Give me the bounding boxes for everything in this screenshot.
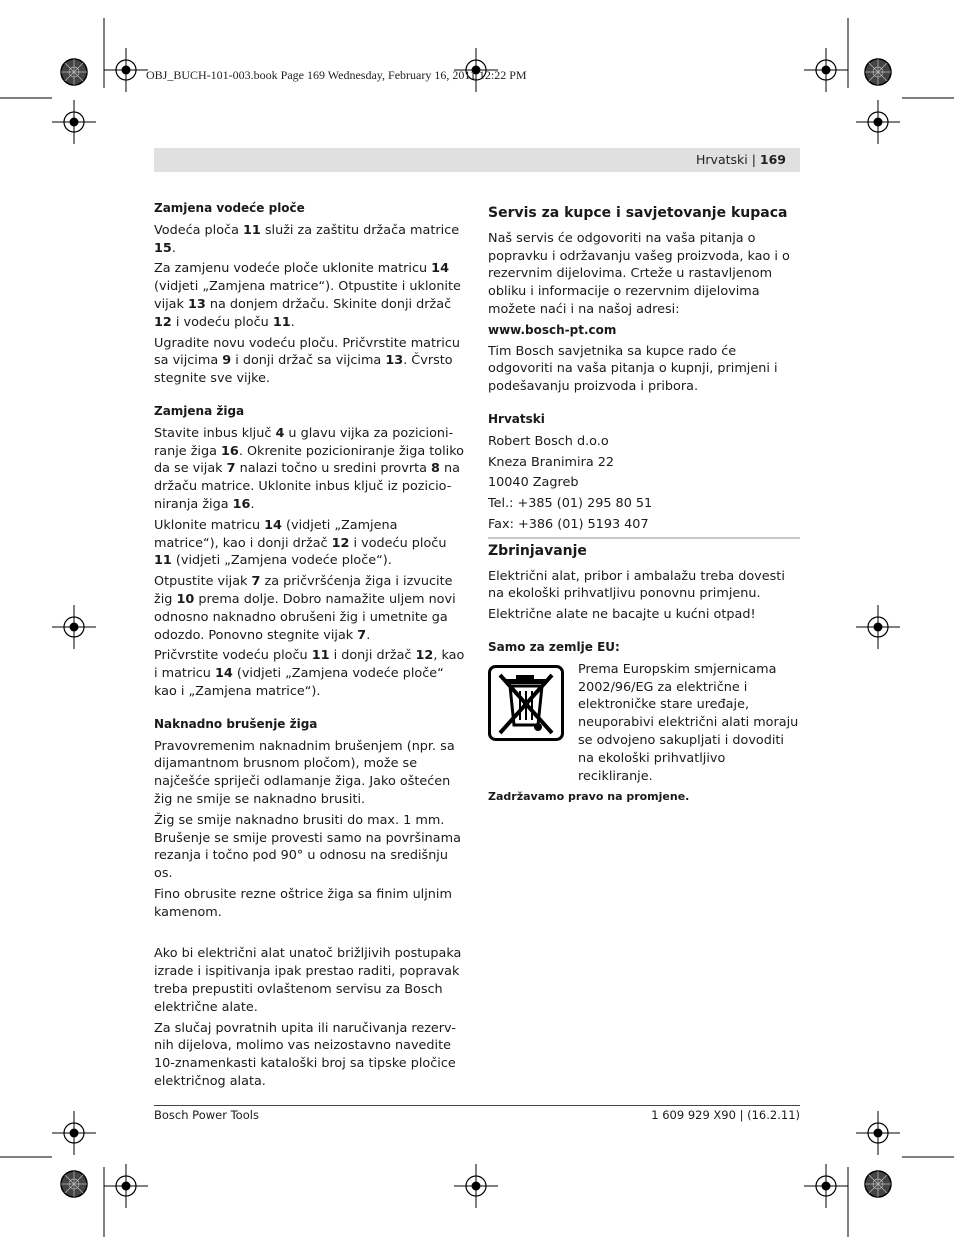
address-line: Kneza Branimira 22 (488, 454, 615, 470)
fax: Fax: +386 (01) 5193 407 (488, 516, 649, 532)
paragraph: Stavite inbus ključ 4 u glavu vijka za pozicioni-ranje žiga 16. Okrenite pozicioniranje žiga toliko da se vijak 7 nalazi točno u sredini provrta 8 na držaču matrice. Uklonite inbus ključ iz pozicio-niranja žiga 16. (154, 425, 464, 512)
page-header (154, 148, 800, 172)
section-title: Hrvatski (488, 411, 545, 426)
paragraph: Žig se smije naknadno brusiti do max. 1 mm. Brušenje se smije provesti samo na površinama rezanja i točno pod 90° u odnosu na središnju os. (154, 812, 461, 882)
section-heading: Servis za kupce i savjetovanje kupaca (488, 205, 788, 221)
paragraph: Otpustite vijak 7 za pričvršćenja žiga i izvucite žig 10 prema dolje. Dobro namažite uljem novi odnosno naknadno obrušeni žig i umetnite ga odozdo. Ponovno stegnite vijak 7. (154, 574, 456, 643)
section-title: Zamjena žiga (154, 403, 245, 418)
paragraph: Tim Bosch savjetnika sa kupce rado će odgovoriti na vaša pitanja o kupnji, primjeni i podešavanju proizvoda i pribora. (488, 343, 778, 395)
paragraph: Električne alate ne bacajte u kućni otpad! (488, 607, 756, 623)
paragraph: Pričvrstite vodeću ploču 11 i donji držač 12, kao i matricu 14 (vidjeti „Zamjena vodeće ploče“ kao i „Zamjena matrice“). (154, 648, 465, 699)
footer-brand: Bosch Power Tools (154, 1108, 259, 1122)
left-column (154, 200, 466, 1094)
paragraph: Ako bi električni alat unatoč brižljivih postupaka izrade i ispitivanja ipak prestao raditi, popravak treba prepustiti ovlaštenom servisu za Bosch električne alate. (154, 946, 462, 1015)
page-number: 169 (759, 152, 786, 167)
paragraph: Pravovremenim naknadnim brušenjem (npr. sa dijamantnom brusnom pločom), može se najčešće spriječi odlamanje žiga. Jako oštećen žig ne smije se naknadno brusiti. (154, 738, 455, 807)
section-title: Samo za zemlje EU: (488, 639, 620, 654)
paragraph: Uklonite matricu 14 (vidjeti „Zamjena matrice“), kao i donji držač 12 i vodeću ploču 11 (vidjeti „Zamjena vodeće ploče“). (154, 517, 447, 569)
address-line: 10040 Zagreb (488, 475, 579, 491)
eu-disposal-block (488, 661, 800, 789)
section-title: Zamjena vodeće ploče (154, 201, 305, 215)
spacer (154, 924, 466, 945)
eu-directive-text: Prema Europskim smjernicama 2002/96/EG za električne i elektroničke stare uređaje, neuporabivi električni alati moraju se odvojeno sakupljati i dovoditi na ekološki prihvatljivo recikliranje. (578, 661, 799, 784)
footer-divider (154, 1105, 800, 1106)
paragraph: Za zamjenu vodeće ploče uklonite matricu 14 (vidjeti „Zamjena matrice“). Otpustite i uklonite vijak 13 na donjem držaču. Skinite donji držač 12 i vodeću ploču 11. (154, 261, 461, 330)
paragraph: Naš servis će odgovoriti na vaša pitanja o popravku i održavanju vašeg proizvoda, kao i o rezervnim dijelovima. Crteže u rastavljenom obliku i informacije o rezervnim dijelovima možete naći i na našoj adresi: (488, 230, 790, 317)
reserve-note: Zadržavamo pravo na promjene. (488, 790, 690, 804)
print-slug: OBJ_BUCH-101-003.book Page 169 Wednesday, February 16, 2011 12:22 PM (146, 68, 527, 82)
address-line: Robert Bosch d.o.o (488, 433, 609, 449)
phone: Tel.: +385 (01) 295 80 51 (488, 496, 653, 512)
footer-doc-number: 1 609 929 X90 | (16.2.11) (651, 1108, 800, 1122)
paragraph: Fino obrusite rezne oštrice žiga sa finim uljnim kamenom. (154, 886, 452, 920)
paragraph: Električni alat, pribor i ambalažu treba dovesti na ekološki prihvatljivu ponovnu primjenu. (488, 568, 785, 602)
paragraph: Vodeća ploča 11 služi za zaštitu držača matrice 15. (154, 222, 460, 256)
header-language: Hrvatski | (696, 152, 760, 167)
section-heading: Zbrinjavanje (488, 537, 800, 561)
paragraph: Za slučaj povratnih upita ili naručivanja rezerv-nih dijelova, molimo vas neizostavno navedite 10-znamenkasti kataloški broj sa tipske pločice električnog alata. (154, 1020, 456, 1090)
crossed-out-bin-icon (488, 665, 564, 741)
header-text (696, 152, 786, 167)
section-title: Naknadno brušenje žiga (154, 716, 318, 731)
paragraph: Ugradite novu vodeću ploču. Pričvrstite matricu sa vijcima 9 i donji držač sa vijcima 13. Čvrsto stegnite sve vijke. (154, 335, 460, 387)
website-link[interactable]: www.bosch-pt.com (488, 322, 617, 337)
right-column (488, 205, 800, 809)
